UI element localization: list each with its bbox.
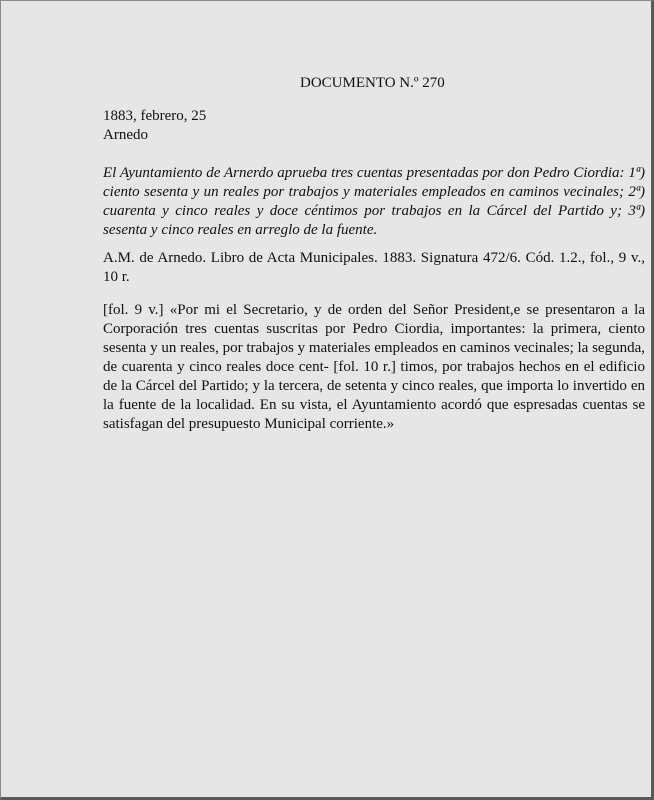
document-summary: El Ayuntamiento de Arnerdo aprueba tres cuentas presentadas por don Pedro Ciordia: 1ª) ciento sesenta y un reales por trabajos y materiales empleados en caminos vecinales; 2ª) cuarenta y cinco reales y doce céntimos por trabajos en la Cárcel del Partido y; 3ª) sesenta y cinco reales en arreglo de la fuente. [103,165,645,238]
document-title: DOCUMENTO N.º 270 [300,75,445,91]
archival-source: A.M. de Arnedo. Libro de Acta Municipales. 1883. Signatura 472/6. Cód. 1.2., fol., 9 v., 10 r. [103,250,645,285]
document-place: Arnedo [103,127,148,143]
document-date: 1883, febrero, 25 [103,108,207,124]
dateline [103,107,206,145]
document-transcription: [fol. 9 v.] «Por mi el Secretario, y de orden del Señor President,e se presentaron a la Corporación tres cuentas suscritas por Pedro Ciordia, importantes: la primera, ciento sesenta y un reales, por trabajos y materiales empleados en caminos vecinales; la segunda, de cuarenta y cinco reales doce cent- [fol. 10 r.] timos, por trabajos hechos en el edificio de la Cárcel del Partido; y la tercera, de setenta y cinco reales, que importa lo invertido en la fuente de la localidad. En su vista, el Ayuntamiento acordó que espresadas cuentas se satisfagan del presupuesto Municipal corriente.» [103,302,645,432]
